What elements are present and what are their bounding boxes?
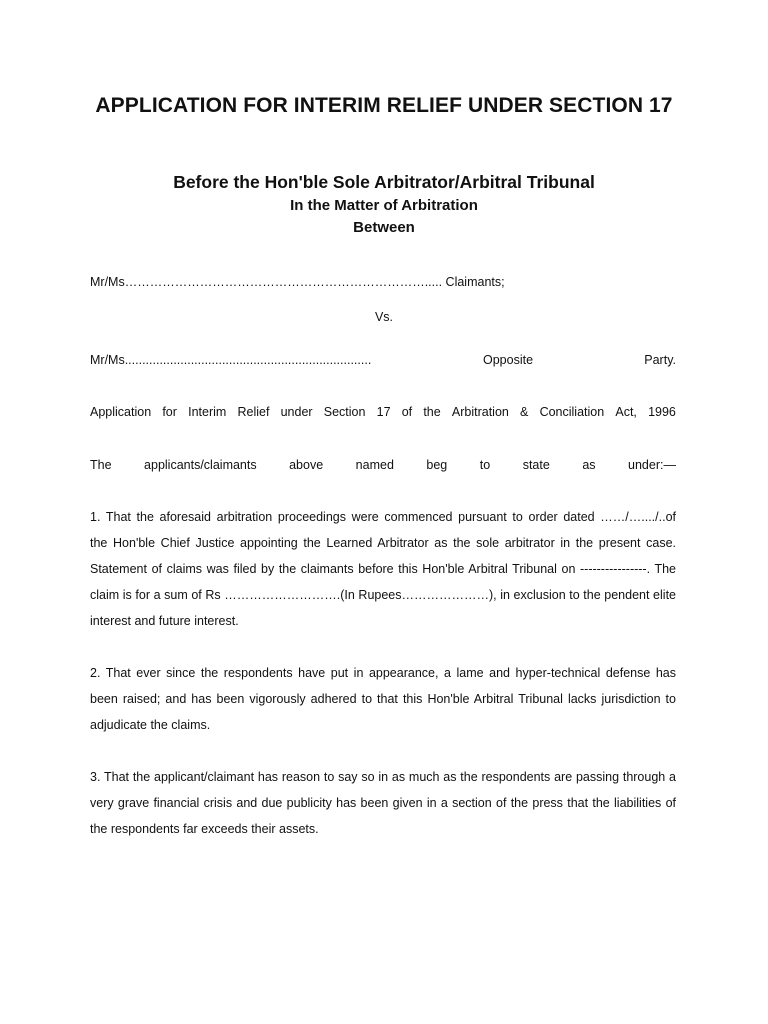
- word: Arbitration: [451, 405, 509, 419]
- opposite-label: Opposite: [483, 353, 534, 367]
- paragraph-line: interest and future interest.: [90, 614, 239, 628]
- word: beg: [426, 458, 448, 472]
- paragraph-line: very grave financial crisis and due publicity has been given in a section of the press that the liabilities of: [90, 796, 676, 810]
- paragraph-2: [90, 660, 676, 738]
- word: under:—: [628, 458, 676, 472]
- opposite-party-name: Mr/Ms.......................................................................: [90, 353, 372, 367]
- word: Conciliation: [539, 405, 605, 419]
- word: as: [582, 458, 596, 472]
- word: Interim: [188, 405, 227, 419]
- paragraph-line: 3. That the applicant/claimant has reason to say so in as much as the respondents are passing through a: [90, 770, 676, 784]
- word: Relief: [237, 405, 270, 419]
- word: The: [90, 458, 112, 472]
- word: applicants/claimants: [144, 458, 257, 472]
- versus-text: Vs.: [374, 310, 394, 324]
- paragraph-line: been raised; and has been vigorously adhered to that this Hon'ble Arbitral Tribunal lacks jurisdiction to: [90, 692, 676, 706]
- word: above: [289, 458, 324, 472]
- word: for: [162, 405, 177, 419]
- paragraph-line: the respondents far exceeds their assets.: [90, 822, 319, 836]
- word: of: [401, 405, 413, 419]
- word: Application: [90, 405, 152, 419]
- paragraph-1: [90, 504, 676, 634]
- word: &: [520, 405, 529, 419]
- applicants-line: [90, 458, 676, 472]
- word: the: [423, 405, 441, 419]
- word: named: [355, 458, 394, 472]
- paragraph-line: 1. That the aforesaid arbitration proceedings were commenced pursuant to order dated ……/…..../..of: [90, 510, 676, 524]
- word: 1996: [648, 405, 676, 419]
- paragraph-line: the Hon'ble Chief Justice appointing the Learned Arbitrator as the sole arbitrator in the present case.: [90, 536, 676, 550]
- paragraph-3: [90, 764, 676, 842]
- before-heading: Before the Hon'ble Sole Arbitrator/Arbitral Tribunal: [173, 172, 595, 192]
- between-heading: Between: [353, 219, 415, 236]
- word: to: [479, 458, 491, 472]
- party-label: Party.: [644, 353, 676, 367]
- word: under: [280, 405, 313, 419]
- application-line: [90, 405, 676, 419]
- paragraph-line: adjudicate the claims.: [90, 718, 211, 732]
- word: 17: [376, 405, 391, 419]
- matter-heading: In the Matter of Arbitration: [290, 197, 478, 214]
- paragraph-line: Statement of claims was filed by the claimants before this Hon'ble Arbitral Tribunal on ----------------. The: [90, 562, 676, 576]
- word: Act,: [615, 405, 637, 419]
- paragraph-line: claim is for a sum of Rs ……………………….(In Rupees…………………), in exclusion to the pendent elite: [90, 588, 676, 602]
- word: Section: [323, 405, 366, 419]
- paragraph-line: 2. That ever since the respondents have put in appearance, a lame and hyper-technical defense has: [90, 666, 676, 680]
- document-title: APPLICATION FOR INTERIM RELIEF UNDER SECTION 17: [95, 94, 673, 117]
- claimant-line: Mr/Ms………………………………………………………………..... Claimants;: [90, 275, 505, 289]
- word: state: [522, 458, 550, 472]
